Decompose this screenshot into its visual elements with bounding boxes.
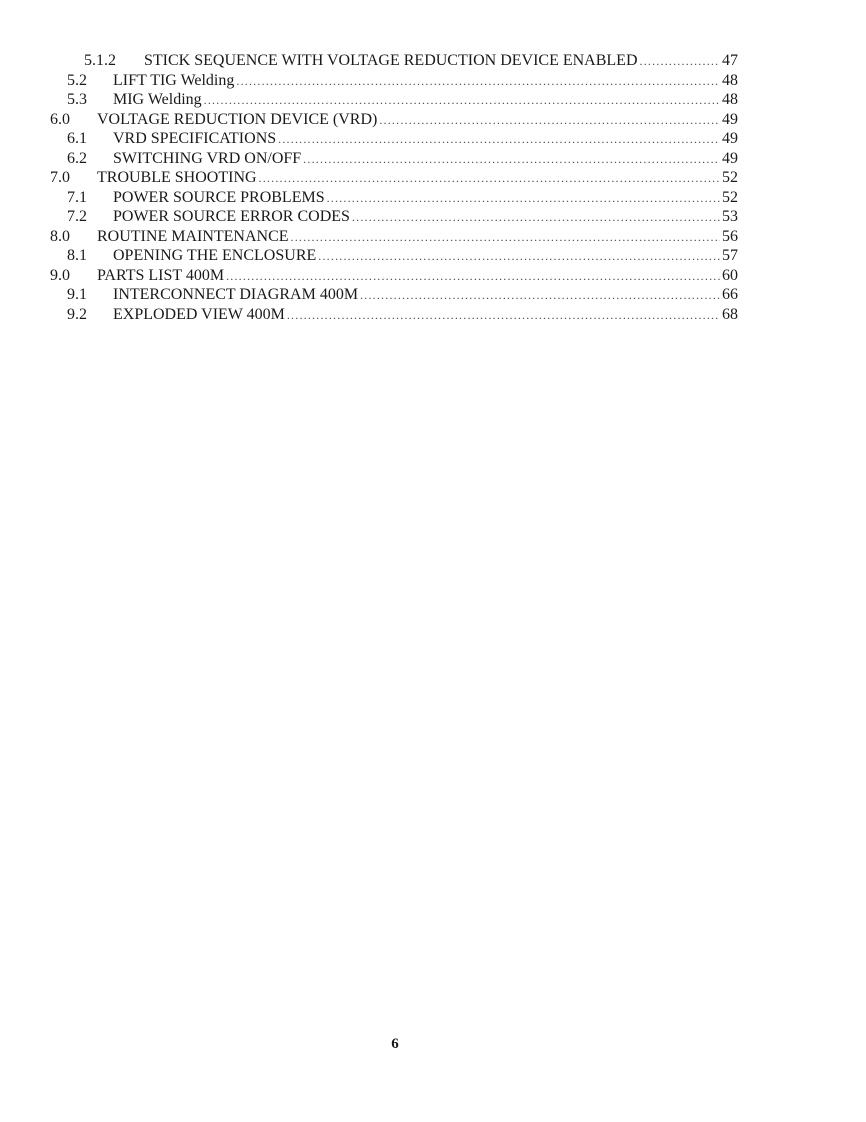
toc-leader-dots	[640, 52, 721, 72]
toc-entry[interactable]	[0, 227, 866, 247]
toc-entry[interactable]	[0, 129, 866, 149]
toc-entry-page: 57	[722, 247, 738, 264]
toc-entry[interactable]	[0, 305, 866, 325]
toc-entry-number: 5.2	[67, 71, 87, 89]
toc-entry[interactable]	[0, 266, 866, 286]
toc-entry-title: TROUBLE SHOOTING	[97, 169, 257, 186]
toc-leader-dots	[287, 306, 720, 326]
toc-entry[interactable]	[0, 285, 866, 305]
toc-entry-title: POWER SOURCE PROBLEMS	[113, 188, 325, 206]
toc-entry[interactable]	[0, 51, 866, 71]
toc-entry[interactable]	[0, 168, 866, 188]
page-number: 6	[391, 1036, 399, 1052]
toc-entry[interactable]	[0, 71, 866, 91]
toc-entry[interactable]	[0, 90, 866, 110]
toc-entry-number: 7.1	[67, 188, 87, 206]
toc-entry-number: 5.1.2	[84, 52, 116, 69]
toc-entry-title: VRD SPECIFICATIONS	[113, 130, 277, 147]
toc-entry-title: ROUTINE MAINTENANCE	[97, 227, 289, 245]
toc-entry-title: POWER SOURCE ERROR CODES	[113, 208, 350, 225]
toc-entry-title: INTERCONNECT DIAGRAM 400M	[113, 286, 359, 303]
toc-leader-dots	[327, 189, 720, 209]
toc-entry-page: 60	[722, 266, 738, 284]
toc-entry-page: 52	[722, 188, 738, 206]
toc-leader-dots	[236, 72, 720, 92]
toc-leader-dots	[278, 130, 720, 150]
toc-entry-page: 52	[722, 169, 738, 186]
toc-entry-number: 6.2	[67, 149, 87, 167]
toc-entry-number: 7.0	[50, 169, 70, 186]
toc-entry[interactable]	[0, 110, 866, 130]
table-of-contents	[0, 51, 866, 324]
toc-leader-dots	[291, 228, 720, 248]
toc-entry[interactable]	[0, 207, 866, 227]
toc-entry-title: LIFT TIG Welding	[113, 71, 235, 89]
toc-entry-title: VOLTAGE REDUCTION DEVICE (VRD)	[97, 110, 378, 128]
toc-entry-number: 9.1	[67, 286, 87, 303]
toc-entry-page: 66	[722, 286, 738, 303]
toc-leader-dots	[352, 208, 720, 228]
toc-leader-dots	[379, 111, 720, 131]
toc-entry-page: 49	[722, 130, 738, 147]
toc-entry[interactable]	[0, 149, 866, 169]
toc-entry-page: 68	[722, 305, 738, 323]
toc-entry-title: STICK SEQUENCE WITH VOLTAGE REDUCTION DEVICE ENABLED	[144, 52, 638, 69]
toc-leader-dots	[360, 286, 720, 306]
toc-entry-number: 7.2	[67, 208, 87, 225]
toc-entry-number: 8.0	[50, 227, 70, 245]
toc-entry[interactable]	[0, 188, 866, 208]
toc-entry-number: 6.0	[50, 110, 70, 128]
toc-entry-title: EXPLODED VIEW 400M	[113, 305, 285, 323]
toc-entry-page: 56	[722, 227, 738, 245]
toc-entry-page: 47	[722, 52, 738, 69]
toc-entry-page: 48	[722, 91, 738, 108]
toc-entry-title: PARTS LIST 400M	[97, 266, 225, 284]
toc-entry-page: 49	[722, 149, 738, 167]
toc-entry-number: 9.2	[67, 305, 87, 323]
toc-leader-dots	[259, 169, 720, 189]
toc-entry-page: 49	[722, 110, 738, 128]
toc-entry-number: 8.1	[67, 247, 87, 264]
toc-entry-page: 53	[722, 208, 738, 225]
toc-entry-number: 6.1	[67, 130, 87, 147]
toc-entry-title: OPENING THE ENCLOSURE	[113, 247, 317, 264]
toc-entry-title: MIG Welding	[113, 91, 202, 108]
toc-leader-dots	[204, 91, 720, 111]
toc-leader-dots	[226, 267, 720, 287]
toc-entry-title: SWITCHING VRD ON/OFF	[113, 149, 302, 167]
toc-entry-page: 48	[722, 71, 738, 89]
toc-leader-dots	[303, 150, 720, 170]
toc-entry[interactable]	[0, 246, 866, 266]
toc-entry-number: 5.3	[67, 91, 87, 108]
toc-leader-dots	[318, 247, 720, 267]
toc-entry-number: 9.0	[50, 266, 70, 284]
